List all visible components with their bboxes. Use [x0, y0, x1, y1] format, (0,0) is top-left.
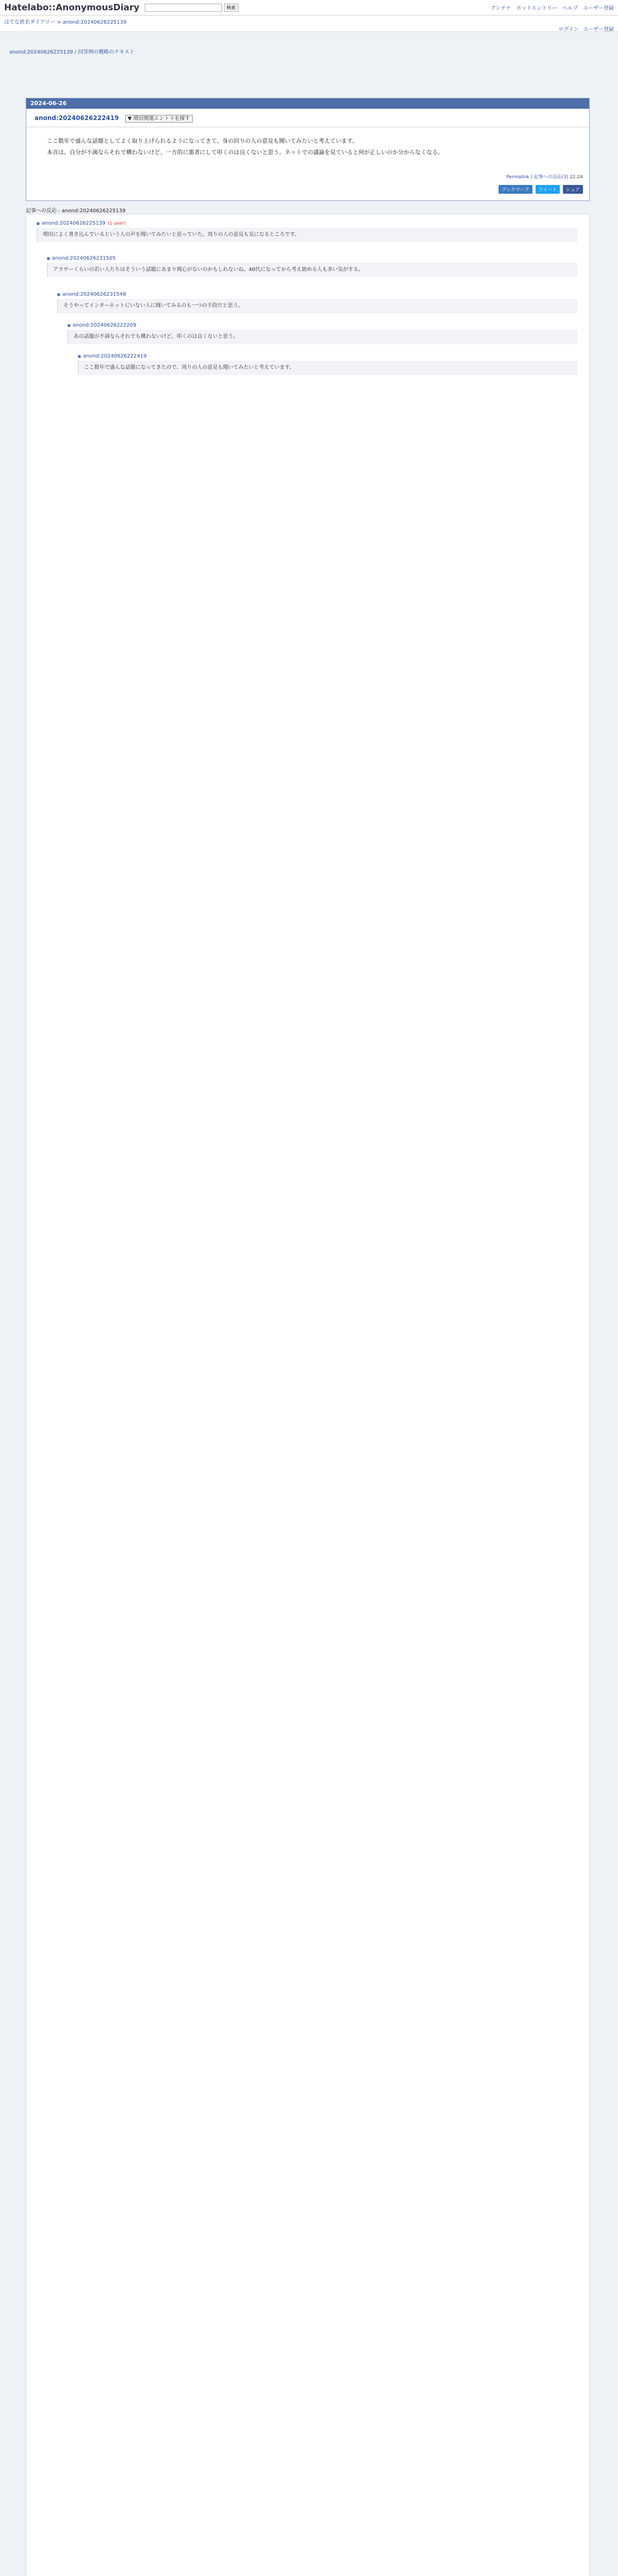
- comment-text: そうやってインターネットにいない人に聞いてみるのも一つの手段だと思う。: [57, 299, 577, 313]
- account-links: [559, 25, 614, 32]
- nav-help[interactable]: ヘルプ: [562, 6, 578, 11]
- current-entry-id: > anond:20240626225139: [55, 20, 127, 25]
- bullet-icon: [47, 257, 50, 260]
- comment-id-link[interactable]: anond:20240626231548: [62, 292, 126, 297]
- comment-text: あの話題が不満ならそれでも構わないけど、叩くのは良くないと思う。: [67, 330, 577, 344]
- comment-id-link[interactable]: anond:20240626222209: [73, 323, 136, 328]
- tweet-button[interactable]: ツイート: [536, 185, 560, 194]
- share-button[interactable]: シェア: [563, 185, 583, 194]
- entry-title: [26, 109, 589, 127]
- comment-item: [47, 256, 577, 277]
- nav-hotentry[interactable]: ホットエントリー: [516, 6, 557, 11]
- entry-time: 22:24: [570, 175, 583, 180]
- entry-body: [26, 127, 589, 166]
- entry-date: 2024-06-26: [26, 98, 589, 109]
- top-header: [0, 0, 618, 15]
- related-entries-button[interactable]: ▼ 増田関連エントリを探す: [125, 115, 193, 123]
- diary-home-link[interactable]: はてな匿名ダイアリー: [4, 20, 56, 25]
- comment-item: [78, 353, 577, 375]
- breadcrumb-reply-link[interactable]: 回答例の概略のテキスト: [78, 49, 135, 55]
- comment-text: 増田によく書き込んでいるという人の声を聞いてみたいと思っていた。周りの人の意見も気になるところです。: [37, 228, 577, 242]
- entry-footer: Permalink | 記事への反応(3) 22:24: [506, 175, 583, 180]
- bullet-icon: [78, 355, 81, 358]
- nav-antenna[interactable]: アンテナ: [490, 6, 511, 11]
- nav-register[interactable]: ユーザー登録: [583, 6, 614, 11]
- comments-heading: 記事への反応 - anond:20240626225139: [26, 208, 126, 214]
- search-input[interactable]: [145, 4, 222, 12]
- entry-title-link[interactable]: anond:20240626222419: [35, 114, 119, 122]
- user-bar: [0, 15, 618, 32]
- comment-item: [67, 323, 577, 344]
- comment-id-link[interactable]: anond:20240626225139: [42, 221, 106, 226]
- breadcrumb-parent-link[interactable]: anond:20240626225139: [9, 49, 73, 55]
- comment-id-link[interactable]: anond:20240626222419: [83, 353, 147, 359]
- bullet-icon: [67, 324, 71, 327]
- bookmark-button[interactable]: ブックマーク: [499, 185, 532, 194]
- comment-item: [57, 292, 577, 313]
- comment-bookmark-count[interactable]: (1 user): [107, 221, 126, 226]
- comments-link[interactable]: 記事への反応(3): [534, 175, 569, 180]
- permalink-link[interactable]: Permalink: [506, 175, 529, 180]
- comment-id-link[interactable]: anond:20240626231505: [52, 256, 116, 261]
- site-breadcrumb: [4, 18, 127, 25]
- bullet-icon: [37, 222, 40, 225]
- site-logo[interactable]: Hatelabo::AnonymousDiary: [4, 2, 140, 13]
- register-link[interactable]: ユーザー登録: [583, 27, 614, 32]
- login-link[interactable]: ログイン: [558, 27, 579, 32]
- entry-card: [26, 98, 590, 201]
- search-button[interactable]: 検索: [224, 4, 238, 12]
- entry-paragraph: 本音は、自分が不満ならそれで構わないけど、一方的に悪者にして叩くのは良くないと思う。ネットでの議論を見ていると何が正しいのか分からなくなる。: [47, 149, 443, 156]
- top-nav: [491, 4, 614, 11]
- comment-text: ここ数年で盛んな話題になってきたので、周りの人の意見も聞いてみたいと考えています。: [78, 361, 577, 375]
- bullet-icon: [57, 293, 60, 296]
- comment-text: アラサーくらいの若い人たちはそういう話題にあまり関心がないのかもしれないね。40代になってから考え始める人も多い気がする。: [47, 263, 577, 277]
- comment-thread: [26, 214, 590, 2576]
- entry-paragraph: ここ数年で盛んな話題としてよく取り上げられるようになってきて、身の回りの人の意見も聞いてみたいと考えています。: [47, 138, 358, 144]
- comment-item: [37, 221, 577, 242]
- social-buttons: [499, 185, 583, 194]
- breadcrumb: anond:20240626225139 / 回答例の概略のテキスト: [9, 49, 135, 55]
